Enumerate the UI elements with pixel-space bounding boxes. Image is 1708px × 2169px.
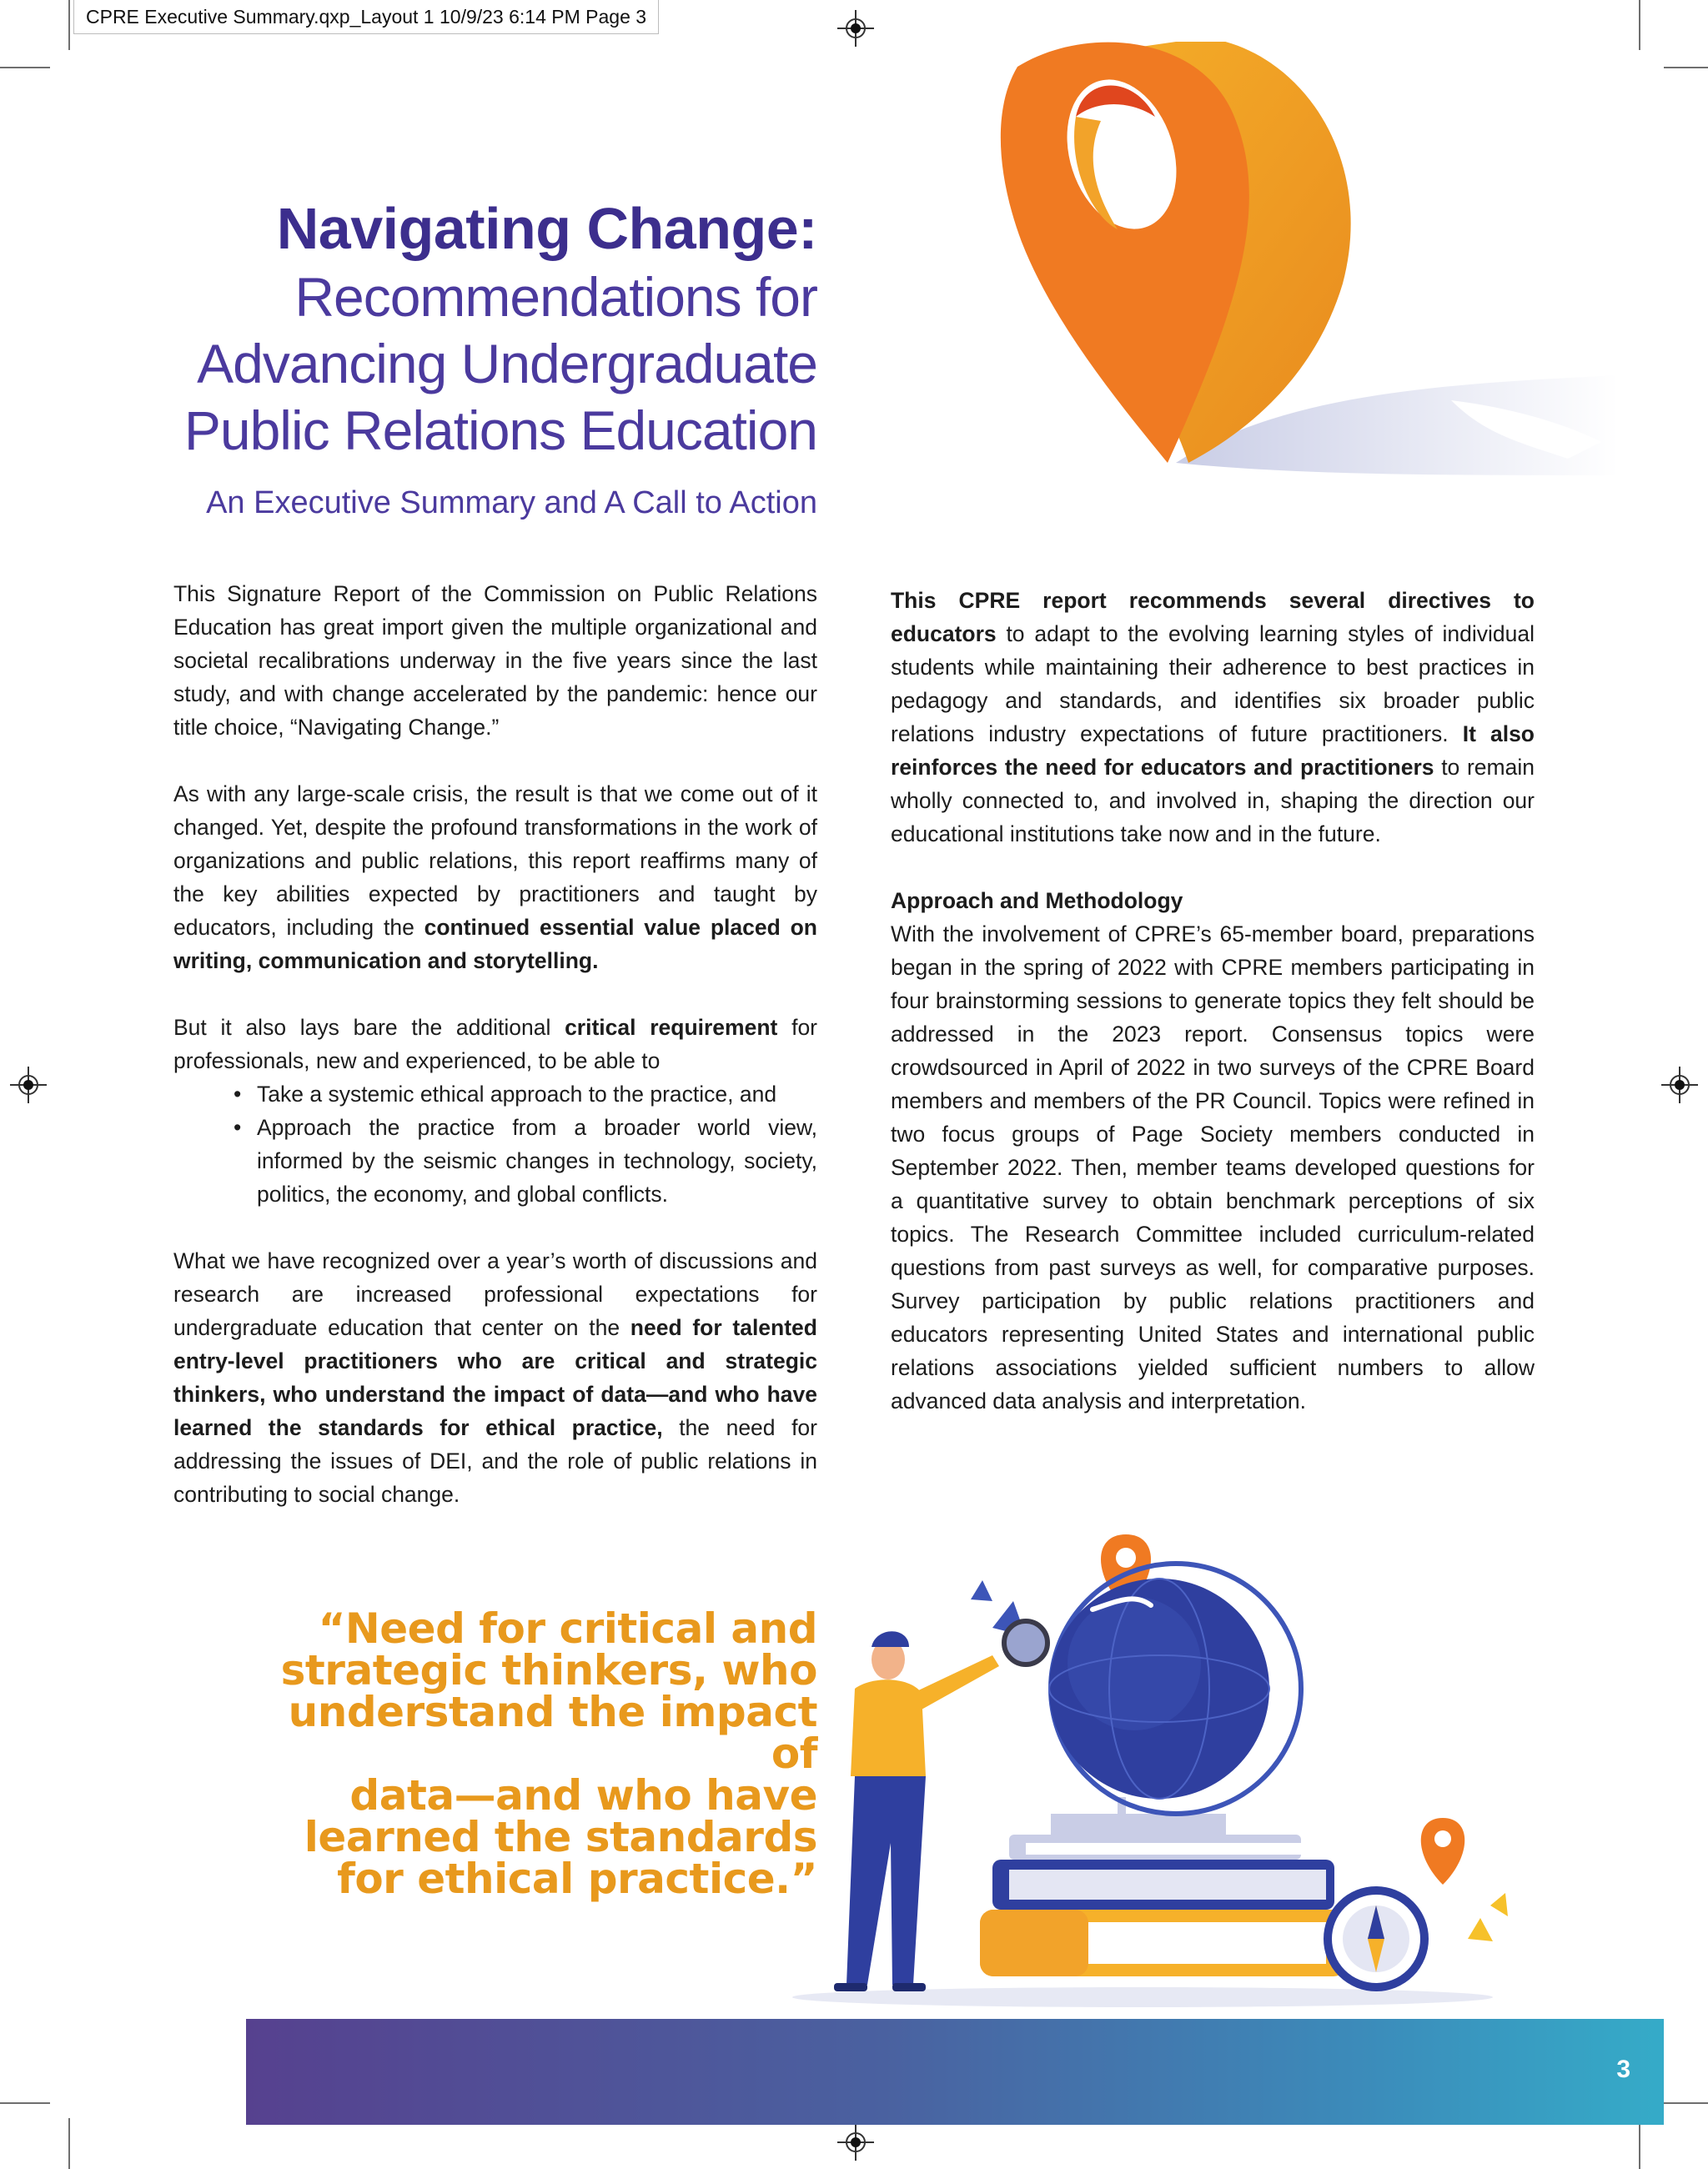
- registration-mark-top-icon: [837, 10, 874, 47]
- footer-bar: [246, 2019, 1664, 2125]
- small-pin-right-icon: [1421, 1818, 1465, 1885]
- list-item: • Take a systemic ethical approach to the practice, and: [234, 1082, 777, 1107]
- registration-mark-bottom-icon: [837, 2124, 874, 2161]
- paragraph-intro: This Signature Report of the Commission on Public Relations Education has great import given the multiple organizational and societal recalibrations underway in the five years since the last study, and with change accelerated by the pandemic: hence our title choice, “Navigating Change.”: [173, 581, 817, 740]
- quote-line: “Need for critical and: [318, 1604, 817, 1653]
- crop-mark-top-right-h: [1664, 67, 1708, 68]
- crop-mark-bottom-right-v: [1639, 2118, 1640, 2169]
- quote-line: data—and who have: [349, 1771, 817, 1820]
- registration-mark-left-icon: [10, 1067, 47, 1103]
- crop-mark-bottom-right-h: [1664, 2102, 1708, 2104]
- list-item: • Approach the practice from a broader world view, informed by the seismic changes in technology, society, politics, the economy, and global conflicts.: [234, 1115, 817, 1207]
- location-pin-illustration-icon: [984, 42, 1618, 559]
- requirement-list: [173, 1077, 817, 1211]
- title-line-2: Advancing Undergraduate: [197, 333, 817, 394]
- quote-line: understand the impact of: [288, 1688, 817, 1778]
- registration-mark-right-icon: [1661, 1067, 1698, 1103]
- crop-mark-top-left-h: [0, 67, 50, 68]
- left-column: [173, 577, 817, 1544]
- quote-line: for ethical practice.”: [337, 1855, 817, 1903]
- globe-books-illustration-icon: [742, 1484, 1576, 2018]
- paragraph-expectations: What we have recognized over a year’s worth of discussions and research are increased professional expectations for undergraduate education that center on the need for talented entry-level practitioners who are critical and strategic thinkers, who understand the impact of data—and who have learned the standards for ethical practice, the need for addressing the issues of DEI, and the role of public relations in contributing to social change.: [173, 1248, 817, 1507]
- paragraph-methodology: With the involvement of CPRE’s 65-member board, preparations began in the spring of 2022 with CPRE members participating in four brainstorming sessions to generate topics they felt should be addressed in the 2023 report. Consensus topics were crowdsourced in April of 2022 in two surveys of the CPRE Board members and members of the PR Council. Topics were refined in two focus groups of Page Society members conducted in September 2022. Then, member teams developed questions for a quantitative survey to obtain benchmark perceptions of six topics. The Research Committee included curriculum-related questions from past surveys as well, for comparative purposes. Survey participation by public relations practitioners and educators representing United States and international public relations associations yielded sufficient numbers to allow advanced data analysis and interpretation.: [891, 921, 1535, 1413]
- quote-line: strategic thinkers, who: [280, 1646, 817, 1695]
- crop-mark-bottom-left-h: [0, 2102, 50, 2104]
- page-title: Navigating Change:: [276, 196, 817, 261]
- file-slug: CPRE Executive Summary.qxp_Layout 1 10/9/23 6:14 PM Page 3: [73, 0, 659, 34]
- page-number: 3: [1616, 2056, 1630, 2083]
- section-heading: Approach and Methodology: [891, 888, 1183, 913]
- title-line-3: Public Relations Education: [183, 399, 817, 461]
- crop-mark-top-left-v: [68, 0, 70, 50]
- title-line-1: Recommendations for: [294, 266, 817, 328]
- paragraph-requirement: But it also lays bare the additional critical requirement for professionals, new and experienced, to be able to: [173, 1015, 818, 1073]
- paragraph-recommendations: This CPRE report recommends several directives to educators to adapt to the evolving learning styles of individual students while maintaining their adherence to best practices in pedagogy and standards, and identifies six broader public relations industry expectations of future practitioners. It also reinforces the need for educators and practitioners to remain wholly connected to, and involved in, shaping the direction our educational institutions take now and in the future.: [891, 588, 1535, 846]
- pull-quote: [250, 1604, 817, 1903]
- crop-mark-bottom-left-v: [68, 2118, 70, 2169]
- crop-mark-top-right-v: [1639, 0, 1640, 50]
- paragraph-crisis: As with any large-scale crisis, the result is that we come out of it changed. Yet, despite the profound transformations in the work of organizations and public relations, this report reaffirms many of the key abilities expected by practitioners and taught by educators, including the continued essential value placed on writing, communication and storytelling.: [173, 781, 817, 973]
- title-block: [125, 193, 817, 524]
- page-subtitle: An Executive Summary and A Call to Action: [206, 485, 817, 520]
- quote-line: learned the standards: [304, 1813, 817, 1861]
- right-column: [891, 584, 1535, 1451]
